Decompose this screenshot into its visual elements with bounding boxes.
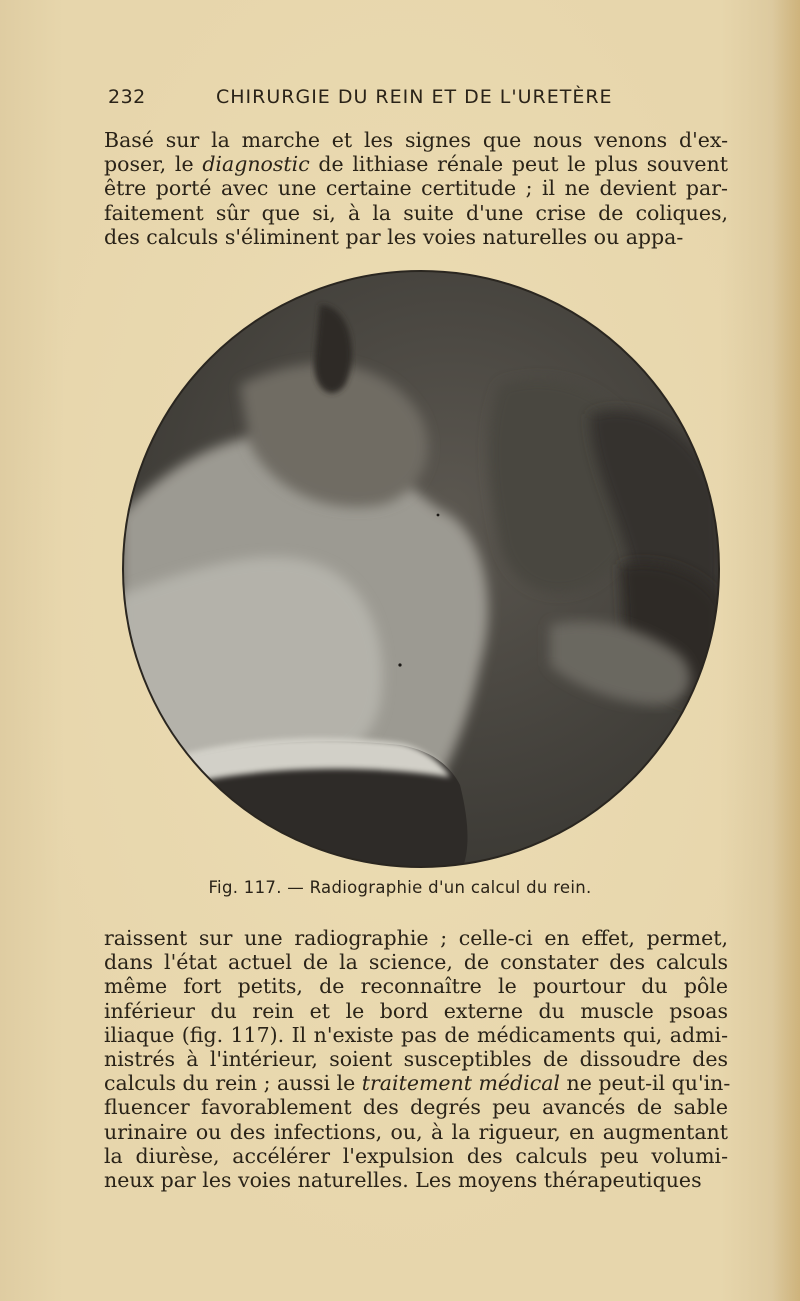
text-line: urinaire ou des infections, ou, à la rigueur, en augmentant	[104, 1119, 728, 1144]
page-number: 232	[108, 86, 146, 108]
running-title: CHIRURGIE DU REIN ET DE L'URETÈRE	[216, 86, 613, 108]
page-edge-shadow	[772, 0, 800, 1301]
running-header	[108, 86, 628, 116]
text-line: inférieur du rein et le bord externe du muscle psoas	[104, 998, 728, 1023]
text-line: être porté avec une certaine certitude ; il ne devient par-	[104, 176, 728, 201]
text-line: calculs du rein ; aussi le traitement médical ne peut-il qu'in-	[104, 1071, 731, 1096]
text-line: raissent sur une radiographie ; celle-ci en effet, permet,	[104, 926, 728, 950]
text-line: nistrés à l'intérieur, soient susceptibles de dissoudre des	[104, 1046, 728, 1071]
italic-term: diagnostic	[202, 152, 310, 177]
figure-caption: Fig. 117. — Radiographie d'un calcul du rein.	[208, 878, 592, 897]
italic-term: traitement médical	[361, 1071, 560, 1096]
text-line: la diurèse, accélérer l'expulsion des calculs peu volumi-	[104, 1143, 728, 1168]
paragraph-1	[104, 128, 728, 249]
text-line: Basé sur la marche et les signes que nous venons d'ex-	[104, 128, 728, 152]
text-line: neux par les voies naturelles. Les moyens thérapeutiques	[104, 1167, 702, 1192]
text-line: des calculs s'éliminent par les voies naturelles ou appa-	[104, 224, 684, 249]
paragraph-2	[104, 926, 731, 1192]
text-line: fluencer favorablement des degrés peu avancés de sable	[104, 1095, 728, 1120]
text-line: faitement sûr que si, à la suite d'une crise de coliques,	[104, 200, 728, 225]
radiograph-figure	[120, 265, 722, 873]
text-line: poser, le diagnostic de lithiase rénale peut le plus souvent	[104, 152, 729, 177]
text-line: dans l'état actuel de la science, de constater des calculs	[104, 950, 728, 975]
text-line: iliaque (fig. 117). Il n'existe pas de médicaments qui, admi-	[104, 1022, 728, 1047]
text-line: même fort petits, de reconnaître le pourtour du pôle	[104, 974, 728, 999]
